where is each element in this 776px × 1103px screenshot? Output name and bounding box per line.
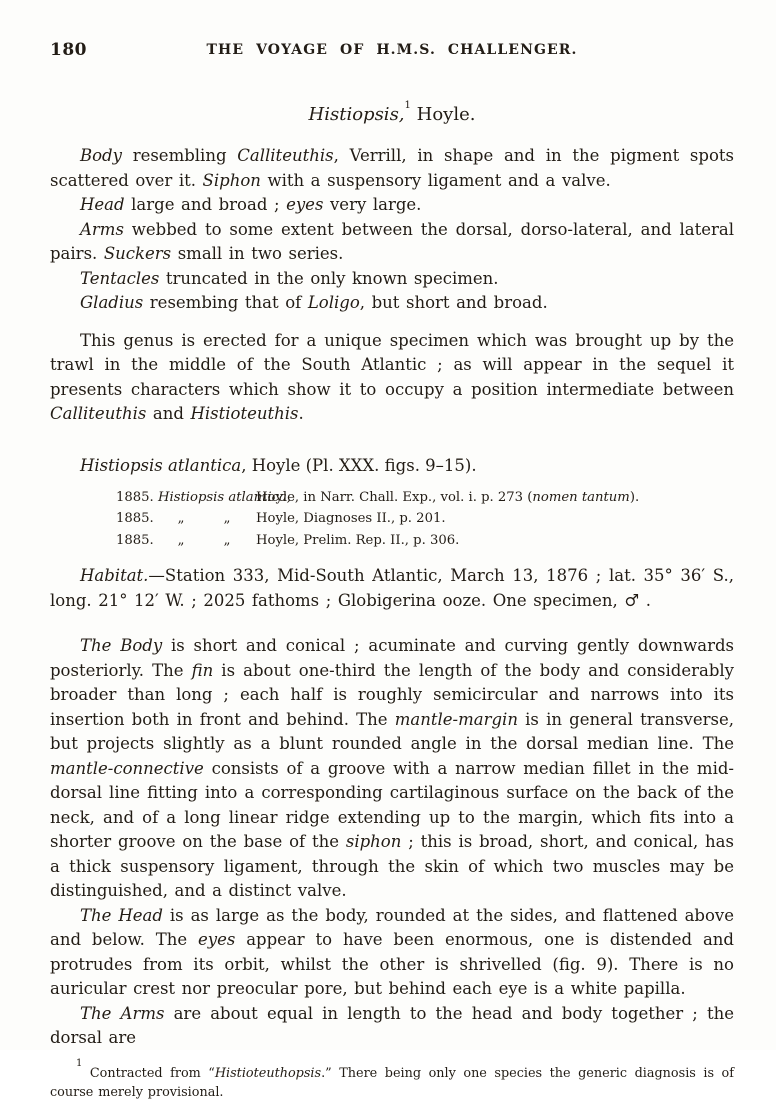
text-run: and <box>146 404 191 423</box>
text-run: is short and conical ; acuminate and curving gently downwards posteriorly. The <box>50 636 734 680</box>
text-run: fin <box>191 660 214 680</box>
synonymy-ref <box>256 487 734 509</box>
text-run: Arms <box>80 219 124 239</box>
text-run: , but short and broad. <box>359 293 548 312</box>
text-run: Tentacles <box>80 268 160 288</box>
ditto-mark: „ <box>223 511 231 526</box>
text-run: .” There being only one species the generic diagnosis is of course merely provisional. <box>50 1065 734 1100</box>
text-run: is about one-third the length of the body and considerably broader than long ; each half is roughly semicircular and narrows into its insertion both in front and behind. The <box>50 660 734 729</box>
synonymy-row <box>116 487 734 509</box>
text-run: The Arms <box>80 1003 165 1023</box>
diagnosis-section <box>50 144 734 316</box>
synonymy-ref <box>256 530 734 552</box>
text-run: Contracted from “ <box>82 1065 215 1081</box>
text-run: ). <box>629 489 640 505</box>
text-run: This genus is erected for a unique specimen which was brought up by the trawl in the middle of the South Atlantic ; as will appear in the sequel it presents characters which show it to occupy a position intermediate between <box>50 330 734 399</box>
synonymy-year: 1885. <box>116 511 154 526</box>
text-run: Loligo <box>307 293 360 312</box>
description-paragraph <box>50 634 734 904</box>
text-run: webbed to some extent between the dorsal, dorso-lateral, and lateral pairs. <box>50 219 734 263</box>
text-run: The Body <box>80 636 163 655</box>
text-run: large and broad ; <box>124 195 287 214</box>
text-run: siphon <box>345 832 402 851</box>
species-heading <box>80 454 734 478</box>
text-run: Calliteuthis <box>237 146 334 165</box>
superscript: 1 <box>404 100 411 111</box>
text-run: mantle-connective <box>50 758 204 778</box>
diagnosis-paragraph <box>50 193 734 218</box>
synonymy-ref <box>256 508 734 530</box>
text-run: are about equal in length to the head and body together ; the dorsal are <box>50 1003 734 1047</box>
text-run: is in general transverse, but projects slightly as a blunt rounded angle in the dorsal median line. The <box>50 709 734 753</box>
text-run: consists of a groove with a narrow median fillet in the mid-dorsal line fitting into a corresponding cartilaginous surface on the back of the neck, and of a long linear ridge extending up to the margin, which fits into a shorter groove on the base of the <box>50 758 734 851</box>
page-header <box>50 40 734 62</box>
genus-note-paragraph <box>50 329 734 427</box>
text-run: Hoyle, Diagnoses II., p. 201. <box>256 511 446 526</box>
description-paragraph <box>50 904 734 1002</box>
text-run: eyes <box>286 195 324 214</box>
text-run: —Station 333, Mid-South Atlantic, March 13, 1876 ; lat. 35° 36′ S., long. 21° 12′ W. ; 2025 fathoms ; Globigerina ooze. One specimen, ♂ . <box>50 566 734 610</box>
text-run: truncated in the only known specimen. <box>159 268 499 288</box>
text-run: Calliteuthis <box>50 404 147 423</box>
diagnosis-paragraph <box>50 218 734 267</box>
synonymy-year: 1885. <box>116 489 154 505</box>
text-run: Histiopsis atlantica <box>80 455 242 475</box>
synonymy-year: 1885. <box>116 532 154 548</box>
text-run: very large. <box>323 195 422 214</box>
text-run: , Hoyle (Pl. XXX. figs. 9–15). <box>241 455 477 475</box>
synonymy-name: Histiopsis atlantica, <box>158 489 292 505</box>
text-run: Habitat. <box>80 566 149 585</box>
synonymy-ditto <box>158 530 256 552</box>
ditto-mark: „ <box>177 511 185 526</box>
text-run: is as large as the body, rounded at the sides, and flattened above and below. The <box>50 905 735 949</box>
text-run: The Head <box>80 905 163 925</box>
text-run: Hoyle. <box>410 104 476 125</box>
text-run: Histioteuthis <box>190 404 299 423</box>
description-section <box>50 634 734 1051</box>
text-run: ; this is broad, short, and conical, has a thick suspensory ligament, through the skin of which two muscles may be distinguished, and a distinct valve. <box>50 832 734 900</box>
text-run: Body <box>80 146 122 165</box>
text-run: Siphon <box>202 170 261 190</box>
text-run: small in two series. <box>171 244 344 263</box>
habitat-paragraph <box>50 564 734 613</box>
diagnosis-paragraph <box>50 144 734 193</box>
diagnosis-paragraph <box>50 291 734 316</box>
synonymy-list <box>116 487 734 552</box>
synonymy-row <box>116 530 734 552</box>
footnote-paragraph <box>50 1058 734 1103</box>
text-run: Histiopsis, <box>308 104 405 125</box>
text-run: Hoyle, Prelim. Rep. II., p. 306. <box>256 532 460 548</box>
synonymy-ditto <box>158 508 256 530</box>
text-run: Hoyle, in Narr. Chall. Exp., vol. i. p. 273 ( <box>256 489 533 505</box>
text-run: Head <box>80 195 125 214</box>
genus-heading <box>50 102 734 128</box>
text-run: nomen tantum <box>532 489 630 505</box>
text-run: , Verrill, in shape and in the pigment spots scattered over it. <box>50 146 734 190</box>
text-run: resembling <box>121 146 238 165</box>
text-run: eyes <box>198 930 236 949</box>
ditto-mark: „ <box>177 532 185 548</box>
text-run: mantle-margin <box>394 709 518 729</box>
superscript: 1 <box>76 1058 83 1070</box>
footnote <box>50 1058 734 1103</box>
description-paragraph <box>50 1002 734 1051</box>
ditto-mark: „ <box>223 532 231 548</box>
text-run: . <box>298 404 304 423</box>
text-run: resembing that of <box>143 293 308 312</box>
page-number: 180 <box>50 40 87 60</box>
synonymy-row <box>116 508 734 530</box>
text-run: Gladius <box>80 293 144 312</box>
text-run: appear to have been enormous, one is distended and protrudes from its orbit, whilst the other is shrivelled (fig. 9). There is no auricular crest nor preocular pore, but behind each eye is a white papilla. <box>50 930 734 998</box>
diagnosis-paragraph <box>50 267 734 292</box>
running-head: THE VOYAGE OF H.M.S. CHALLENGER. <box>206 42 578 58</box>
text-run: Suckers <box>103 244 172 263</box>
text-run: Histioteuthopsis <box>214 1065 322 1081</box>
text-run: with a suspensory ligament and a valve. <box>260 170 611 190</box>
